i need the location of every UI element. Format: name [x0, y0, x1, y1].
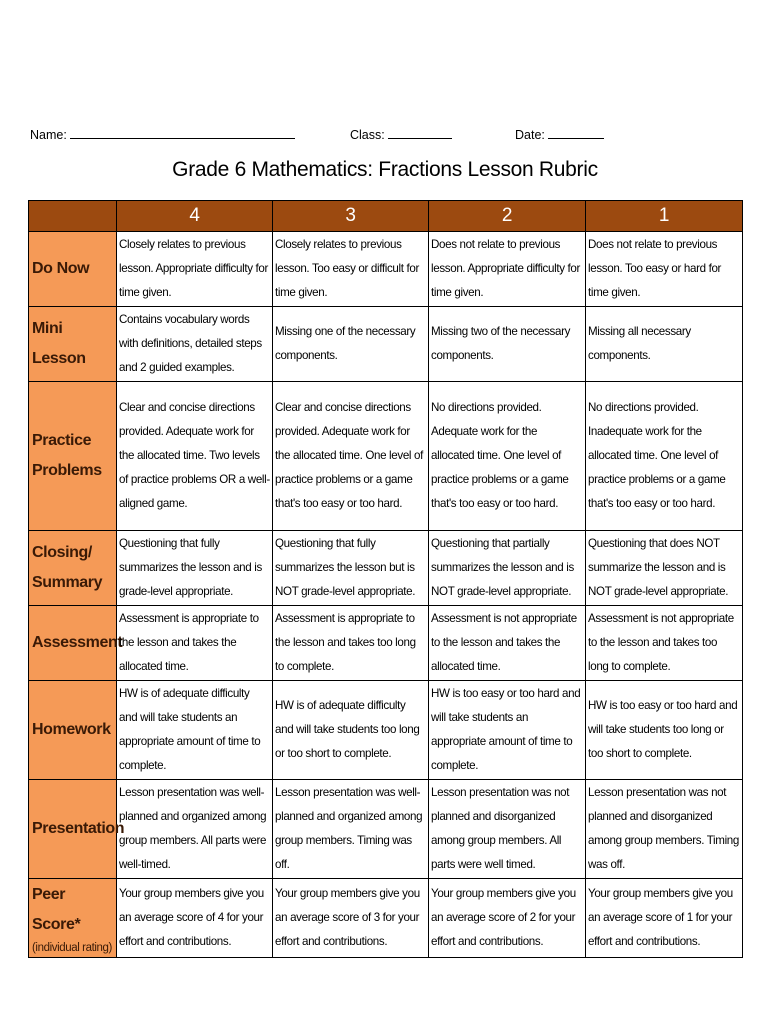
rubric-cell: HW is of adequate difficulty and will take students an appropriate amount of time to complete. [117, 681, 273, 780]
rubric-cell: Contains vocabulary words with definitions, detailed steps and 2 guided examples. [117, 307, 273, 382]
row-label [29, 606, 123, 681]
rubric-cell: Missing all necessary components. [586, 307, 743, 382]
rubric-row [29, 681, 743, 780]
corner-cell [29, 201, 117, 232]
rubric-row [29, 307, 743, 382]
row-label [29, 232, 117, 307]
rubric-cell: Questioning that partially summarizes the lesson and is NOT grade-level appropriate. [429, 531, 586, 606]
rubric-cell: Your group members give you an average score of 3 for your effort and contributions. [273, 879, 429, 958]
rubric-cell: Lesson presentation was not planned and disorganized among group members. Timing was off. [586, 780, 743, 879]
row-label-text: Closing/ Summary [32, 544, 103, 591]
rubric-cell: HW is too easy or too hard and will take students too long or too short to complete. [586, 681, 743, 780]
name-line[interactable] [70, 126, 295, 139]
row-sublabel: (individual rating) [32, 942, 112, 954]
rubric-cell: Questioning that does NOT summarize the lesson and is NOT grade-level appropriate. [586, 531, 743, 606]
column-header: 1 [586, 201, 743, 232]
date-line[interactable] [548, 126, 604, 139]
date-field[interactable] [515, 126, 604, 142]
rubric-row [29, 606, 743, 681]
row-label-text: Do Now [32, 260, 90, 277]
rubric-cell: Your group members give you an average score of 1 for your effort and contributions. [586, 879, 743, 958]
column-header: 3 [273, 201, 429, 232]
date-label: Date: [515, 128, 545, 142]
rubric-cell: Clear and concise directions provided. Adequate work for the allocated time. One level of practice problems or a game that's too easy or too hard. [273, 382, 429, 531]
row-label-text: Assessment [32, 634, 123, 651]
rubric-cell: Questioning that fully summarizes the lesson and is grade-level appropriate. [117, 531, 273, 606]
rubric-cell: Lesson presentation was well-planned and organized among group members. Timing was off. [273, 780, 429, 879]
row-label [29, 879, 117, 958]
class-label: Class: [350, 128, 385, 142]
rubric-cell: Closely relates to previous lesson. Too easy or difficult for time given. [273, 232, 429, 307]
rubric-cell: Assessment is not appropriate to the lesson and takes the allocated time. [429, 606, 586, 681]
rubric-row [29, 382, 743, 531]
rubric-cell: Questioning that fully summarizes the lesson but is NOT grade-level appropriate. [273, 531, 429, 606]
rubric-cell: Your group members give you an average score of 2 for your effort and contributions. [429, 879, 586, 958]
rubric-cell: No directions provided. Inadequate work for the allocated time. One level of practice problems or a game that's too easy or too hard. [586, 382, 743, 531]
rubric-cell: Assessment is appropriate to the lesson and takes too long to complete. [273, 606, 429, 681]
rubric-cell: Lesson presentation was not planned and disorganized among group members. All parts were well timed. [429, 780, 586, 879]
class-field[interactable] [350, 126, 452, 142]
rubric-row [29, 531, 743, 606]
rubric-row [29, 232, 743, 307]
row-label-text: Presentation [32, 820, 125, 837]
rubric-cell: Missing one of the necessary components. [273, 307, 429, 382]
name-field[interactable] [30, 126, 295, 142]
column-header: 4 [117, 201, 273, 232]
rubric-cell: Assessment is appropriate to the lesson and takes the allocated time. [117, 606, 273, 681]
rubric-cell: Missing two of the necessary components. [429, 307, 586, 382]
rubric-cell: HW is too easy or too hard and will take students an appropriate amount of time to complete. [429, 681, 586, 780]
rubric-row [29, 780, 743, 879]
name-label: Name: [30, 128, 67, 142]
rubric-cell: Clear and concise directions provided. Adequate work for the allocated time. Two levels of practice problems OR a well-aligned game. [117, 382, 273, 531]
row-label [29, 307, 117, 382]
rubric-cell: Does not relate to previous lesson. Appropriate difficulty for time given. [429, 232, 586, 307]
row-label-text: Homework [32, 721, 111, 738]
class-line[interactable] [388, 126, 452, 139]
rubric-cell: Assessment is not appropriate to the lesson and takes too long to complete. [586, 606, 743, 681]
rubric-cell: Closely relates to previous lesson. Appropriate difficulty for time given. [117, 232, 273, 307]
row-label [29, 382, 117, 531]
rubric-header-row [29, 201, 743, 232]
row-label-text: Mini Lesson [32, 320, 86, 367]
column-header: 2 [429, 201, 586, 232]
row-label [29, 531, 117, 606]
rubric-cell: HW is of adequate difficulty and will take students too long or too short to complete. [273, 681, 429, 780]
row-label [29, 780, 125, 879]
row-label-text: Peer Score* [32, 886, 81, 933]
rubric-cell: No directions provided. Adequate work for the allocated time. One level of practice problems or a game that's too easy or too hard. [429, 382, 586, 531]
rubric-table [28, 200, 743, 958]
row-label-text: Practice Problems [32, 432, 102, 479]
row-label [29, 681, 117, 780]
rubric-cell: Lesson presentation was well-planned and organized among group members. All parts were well-timed. [117, 780, 273, 879]
rubric-row [29, 879, 743, 958]
rubric-cell: Your group members give you an average score of 4 for your effort and contributions. [117, 879, 273, 958]
rubric-cell: Does not relate to previous lesson. Too easy or hard for time given. [586, 232, 743, 307]
page-title: Grade 6 Mathematics: Fractions Lesson Rubric [172, 158, 598, 181]
